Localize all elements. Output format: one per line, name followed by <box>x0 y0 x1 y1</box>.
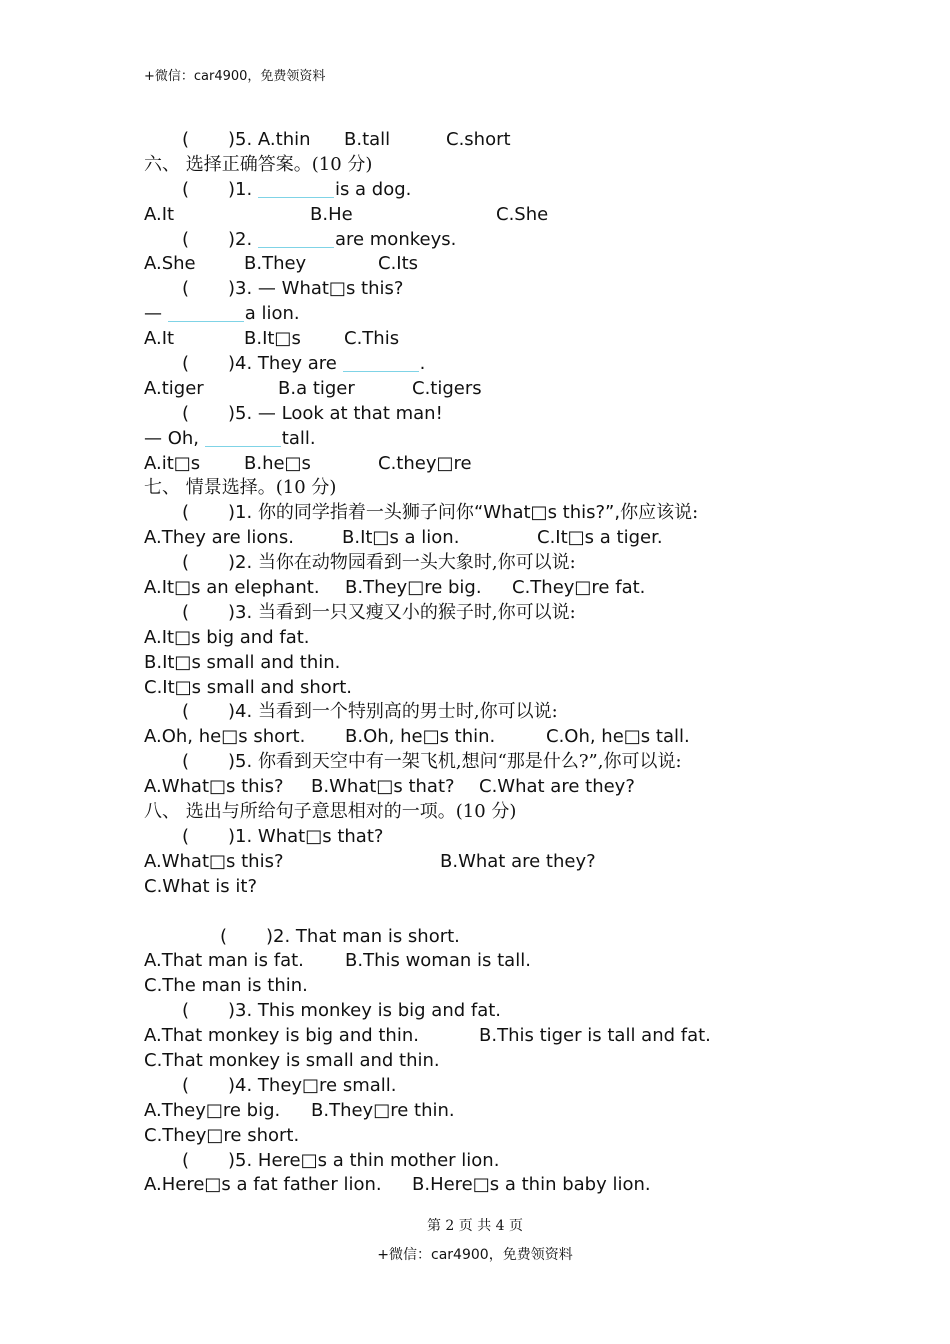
s8-q1-options <box>144 850 844 875</box>
s8-q3-option-c: C.That monkey is small and thin. <box>144 1049 440 1071</box>
s7-q3-option-a: A.It□s big and fat. <box>144 626 310 648</box>
answer-paren[interactable]: ( <box>182 353 190 375</box>
option-c: C.They□re fat. <box>512 577 646 599</box>
answer-paren[interactable]: ( <box>182 601 190 623</box>
s7-q2-options <box>144 576 844 601</box>
s8-q2-line: ( )2. That man is short. <box>144 925 844 950</box>
s7-q3-line: ( )3. 当看到一只又瘦又小的猴子时,你可以说: <box>144 601 844 626</box>
option-a: A.It <box>144 328 175 350</box>
option-a: A.Here□s a fat father lion. <box>144 1174 382 1196</box>
prev-q5-line: ( )5. A.thin B.tall C.short <box>144 128 844 153</box>
option-b: B.He <box>310 203 353 225</box>
option-a: A.What□s this? <box>144 776 284 798</box>
s6-q3-options <box>144 327 844 352</box>
s6-q2-options <box>144 252 844 277</box>
option-b: B.This tiger is tall and fat. <box>479 1025 711 1047</box>
s6-q5-line: ( )5. — Look at that man! <box>144 402 844 427</box>
s6-q4-options <box>144 377 844 402</box>
s6-q3-line2: — a lion. <box>144 303 300 325</box>
header-watermark-note: +微信：car4900，免费领资料 <box>144 69 326 84</box>
s8-q5-options <box>144 1173 844 1198</box>
s6-q5-options <box>144 452 844 477</box>
s7-q1-line: ( )1. 你的同学指着一头狮子问你“What□s this?”,你应该说: <box>144 501 844 526</box>
option-a: A.tiger <box>144 377 204 399</box>
page-number: 第 2 页 共 4 页 <box>426 1218 524 1234</box>
option-c: C.they□re <box>378 452 472 474</box>
option-b: B.tall <box>344 129 391 150</box>
option-a: A.That man is fat. <box>144 950 304 972</box>
answer-paren[interactable]: ( <box>220 925 228 947</box>
s7-q5-options <box>144 775 844 800</box>
option-b: B.What are they? <box>440 850 596 872</box>
s6-q1-options <box>144 203 844 228</box>
option-a: A.That monkey is big and thin. <box>144 1025 419 1047</box>
s8-q1-option-c: C.What is it? <box>144 875 258 897</box>
option-a: A.Oh, he□s short. <box>144 726 306 748</box>
s7-q3-option-c: C.It□s small and short. <box>144 676 352 698</box>
option-a: A.it□s <box>144 452 201 474</box>
answer-paren[interactable]: ( <box>182 1149 190 1171</box>
answer-paren[interactable]: ( <box>182 402 190 424</box>
s8-q5-line: ( )5. Here□s a thin mother lion. <box>144 1149 844 1174</box>
fill-blank[interactable] <box>205 428 281 447</box>
answer-paren[interactable]: ( <box>182 228 190 250</box>
answer-paren[interactable]: ( <box>182 701 190 723</box>
option-c: C.What are they? <box>479 776 635 798</box>
s7-q2-line: ( )2. 当你在动物园看到一头大象时,你可以说: <box>144 551 844 576</box>
option-c: C.short <box>446 129 511 150</box>
answer-paren[interactable]: ( <box>182 825 190 847</box>
s6-q2-line: ( )2. are monkeys. <box>144 228 844 253</box>
s6-q1-line: ( )1. is a dog. <box>144 178 844 203</box>
option-c: C.It□s a tiger. <box>537 527 663 549</box>
option-c: C.She <box>496 203 549 225</box>
answer-paren[interactable]: ( <box>182 502 190 524</box>
fill-blank[interactable] <box>343 353 419 372</box>
s8-q2-option-c: C.The man is thin. <box>144 975 308 997</box>
option-b: B.Here□s a thin baby lion. <box>412 1174 651 1196</box>
option-a: A.What□s this? <box>144 850 284 872</box>
s6-q4-line: ( )4. They are . <box>144 352 844 377</box>
section-8-title: 八、 选出与所给句子意思相对的一项。(10 分) <box>144 801 517 823</box>
answer-paren[interactable]: ( <box>182 178 190 200</box>
option-a: A.It <box>144 203 175 225</box>
s8-q1-line: ( )1. What□s that? <box>144 825 844 850</box>
option-c: C.Oh, he□s tall. <box>546 726 690 748</box>
worksheet-body <box>144 128 844 1198</box>
option-b: B.They <box>244 253 307 275</box>
s7-q5-line: ( )5. 你看到天空中有一架飞机,想问“那是什么?”,你可以说: <box>144 750 844 775</box>
answer-paren[interactable]: ( <box>182 278 190 300</box>
s8-q2-options <box>144 949 844 974</box>
footer-watermark-note: +微信：car4900，免费领资料 <box>377 1247 573 1263</box>
option-b: B.It□s a lion. <box>342 527 460 549</box>
s8-q3-options <box>144 1024 844 1049</box>
s8-q3-line: ( )3. This monkey is big and fat. <box>144 999 844 1024</box>
fill-blank[interactable] <box>168 303 244 322</box>
option-c: C.tigers <box>412 377 482 399</box>
answer-paren[interactable]: ( <box>182 751 190 773</box>
s8-q4-options <box>144 1099 844 1124</box>
s8-q4-line: ( )4. They□re small. <box>144 1074 844 1099</box>
option-b: B.This woman is tall. <box>345 950 531 972</box>
answer-paren[interactable]: ( <box>182 129 190 150</box>
s6-q5-line2: — Oh, tall. <box>144 427 316 449</box>
s7-q1-options <box>144 526 844 551</box>
spacer <box>144 900 844 925</box>
answer-paren[interactable]: ( <box>182 1074 190 1096</box>
s8-q4-option-c: C.They□re short. <box>144 1124 300 1146</box>
option-c: C.Its <box>378 253 419 275</box>
answer-paren[interactable]: ( <box>182 1000 190 1022</box>
section-7-title: 七、 情景选择。(10 分) <box>144 477 337 499</box>
section-6-title: 六、 选择正确答案。(10 分) <box>144 153 373 175</box>
option-b: B.a tiger <box>278 377 355 399</box>
fill-blank[interactable] <box>258 229 334 248</box>
option-b: B.It□s <box>244 328 301 350</box>
option-a: A.They□re big. <box>144 1099 281 1121</box>
s7-q4-line: ( )4. 当看到一个特别高的男士时,你可以说: <box>144 700 844 725</box>
answer-paren[interactable]: ( <box>182 552 190 574</box>
option-a: A.She <box>144 253 196 275</box>
s7-q3-option-b: B.It□s small and thin. <box>144 651 341 673</box>
fill-blank[interactable] <box>258 179 334 198</box>
s6-q3-line: ( )3. — What□s this? <box>144 277 844 302</box>
option-a: A.They are lions. <box>144 527 294 549</box>
option-b: B.They□re big. <box>345 577 482 599</box>
option-b: B.Oh, he□s thin. <box>345 726 496 748</box>
option-b: B.he□s <box>244 452 311 474</box>
option-b: B.What□s that? <box>311 776 455 798</box>
s7-q4-options <box>144 725 844 750</box>
option-c: C.This <box>344 328 400 350</box>
option-a: A.It□s an elephant. <box>144 577 320 599</box>
option-b: B.They□re thin. <box>311 1099 455 1121</box>
